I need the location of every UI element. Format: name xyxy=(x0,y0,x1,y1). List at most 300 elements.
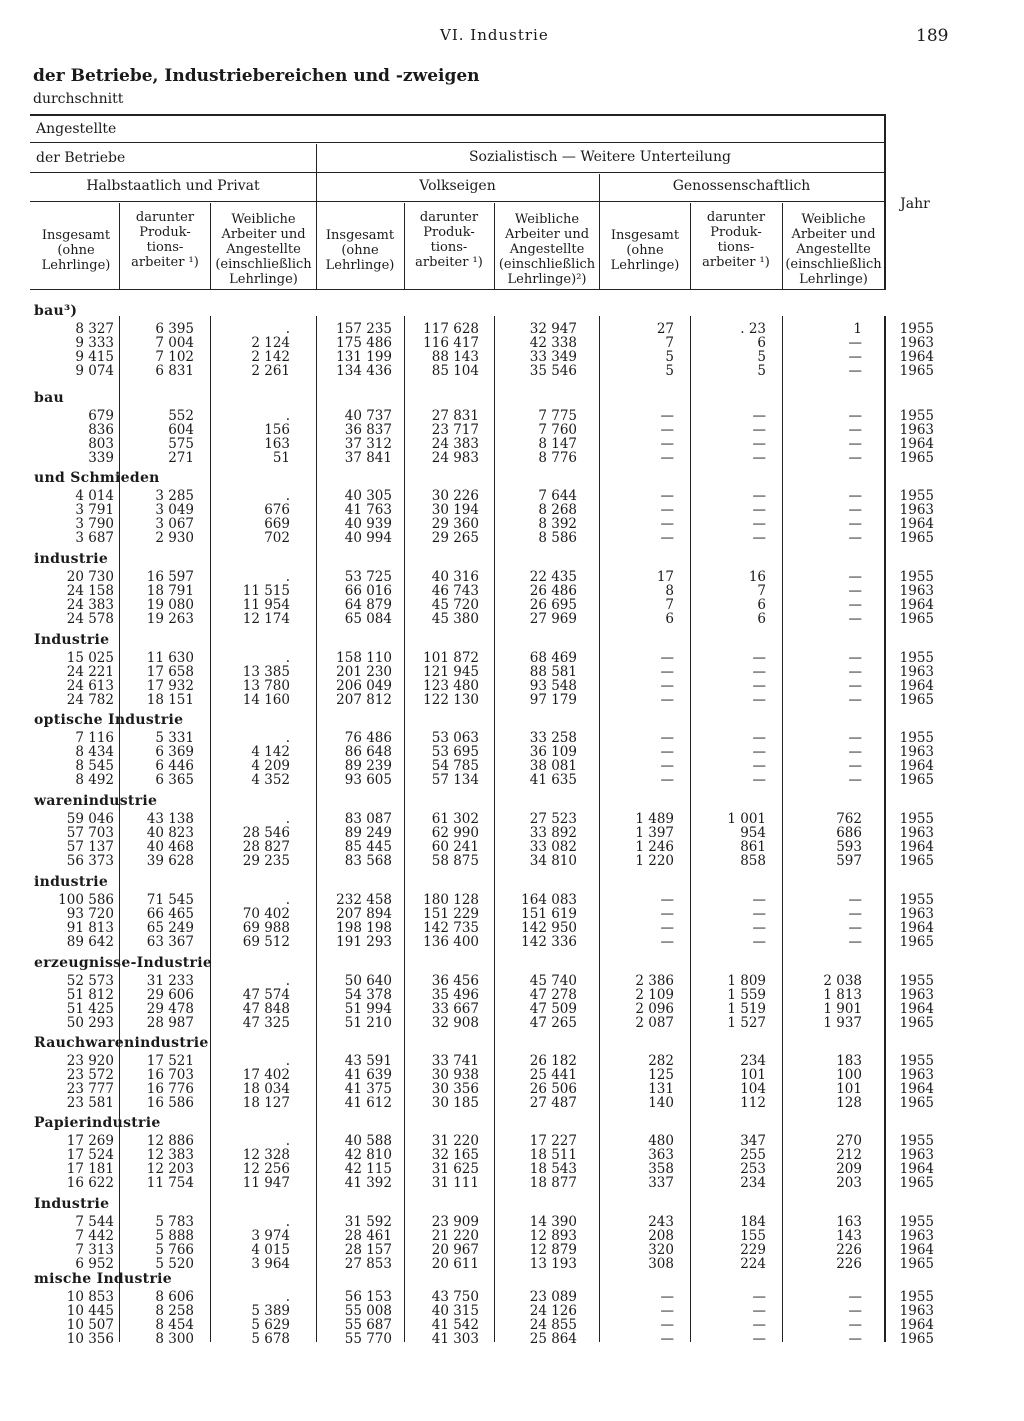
cell-gen-produktionsarbeiter: 253 xyxy=(740,1161,766,1177)
cell-ve-weibliche: 32 947 xyxy=(529,321,577,337)
cell-gen-produktionsarbeiter: 229 xyxy=(740,1242,766,1258)
cell-hp-produktionsarbeiter: 12 886 xyxy=(146,1133,194,1149)
cell-ve-produktionsarbeiter: 31 625 xyxy=(431,1161,479,1177)
cell-hp-insgesamt: 7 313 xyxy=(75,1242,114,1258)
cell-ve-insgesamt: 40 588 xyxy=(344,1133,392,1149)
header-insgesamt-3: Insgesamt (ohne Lehrlinge) xyxy=(610,228,680,273)
section-title: optische Industrie xyxy=(34,712,184,728)
cell-gen-insgesamt: — xyxy=(660,530,674,546)
cell-gen-produktionsarbeiter: — xyxy=(752,692,766,708)
cell-jahr: 1963 xyxy=(899,664,934,680)
cell-jahr: 1965 xyxy=(899,1095,934,1111)
table-row xyxy=(0,1054,1024,1068)
cell-ve-produktionsarbeiter: 85 104 xyxy=(431,363,479,379)
cell-gen-weibliche: 593 xyxy=(836,839,862,855)
cell-gen-produktionsarbeiter: 6 xyxy=(757,611,766,627)
table-row xyxy=(0,759,1024,773)
cell-gen-insgesamt: 308 xyxy=(648,1256,674,1272)
table-row xyxy=(0,893,1024,907)
cell-ve-insgesamt: 42 810 xyxy=(344,1147,392,1163)
rule-header-bottom xyxy=(30,289,886,290)
cell-gen-produktionsarbeiter: — xyxy=(752,758,766,774)
cell-hp-weibliche: 11 515 xyxy=(242,583,290,599)
cell-ve-insgesamt: 85 445 xyxy=(344,839,392,855)
cell-jahr: 1955 xyxy=(899,1133,934,1149)
cell-ve-produktionsarbeiter: 29 360 xyxy=(431,516,479,532)
cell-hp-produktionsarbeiter: 3 049 xyxy=(155,502,194,518)
cell-ve-weibliche: 14 390 xyxy=(529,1214,577,1230)
cell-ve-insgesamt: 27 853 xyxy=(344,1256,392,1272)
cell-ve-insgesamt: 41 392 xyxy=(344,1175,392,1191)
cell-gen-insgesamt: 140 xyxy=(648,1095,674,1111)
cell-jahr: 1965 xyxy=(899,1175,934,1191)
cell-ve-insgesamt: 207 894 xyxy=(336,906,392,922)
table-row xyxy=(0,451,1024,465)
cell-ve-produktionsarbeiter: 101 872 xyxy=(423,650,479,666)
cell-hp-insgesamt: 59 046 xyxy=(66,811,114,827)
cell-gen-insgesamt: — xyxy=(660,502,674,518)
cell-ve-produktionsarbeiter: 23 909 xyxy=(431,1214,479,1230)
cell-ve-insgesamt: 157 235 xyxy=(336,321,392,337)
cell-hp-produktionsarbeiter: 19 080 xyxy=(146,597,194,613)
cell-hp-produktionsarbeiter: 11 754 xyxy=(146,1175,194,1191)
cell-ve-produktionsarbeiter: 20 967 xyxy=(431,1242,479,1258)
cell-ve-insgesamt: 51 210 xyxy=(344,1015,392,1031)
cell-ve-insgesamt: 41 375 xyxy=(344,1081,392,1097)
table-row xyxy=(0,1162,1024,1176)
cell-hp-weibliche: 4 015 xyxy=(251,1242,290,1258)
cell-hp-weibliche: . xyxy=(285,730,290,746)
cell-ve-insgesamt: 76 486 xyxy=(344,730,392,746)
cell-gen-produktionsarbeiter: — xyxy=(752,1289,766,1305)
cell-hp-produktionsarbeiter: 16 586 xyxy=(146,1095,194,1111)
cell-ve-insgesamt: 131 199 xyxy=(336,349,392,365)
cell-ve-weibliche: 8 268 xyxy=(538,502,577,518)
table-row xyxy=(0,651,1024,665)
cell-gen-produktionsarbeiter: — xyxy=(752,408,766,424)
cell-hp-insgesamt: 24 782 xyxy=(66,692,114,708)
cell-gen-weibliche: — xyxy=(848,502,862,518)
cell-gen-produktionsarbeiter: 954 xyxy=(740,825,766,841)
cell-ve-weibliche: 8 147 xyxy=(538,436,577,452)
header-darunter-1: darunter Produk-tions-arbeiter ¹) xyxy=(131,210,199,270)
cell-jahr: 1963 xyxy=(899,1067,934,1083)
cell-hp-insgesamt: 56 373 xyxy=(66,853,114,869)
cell-hp-produktionsarbeiter: 28 987 xyxy=(146,1015,194,1031)
cell-ve-insgesamt: 83 568 xyxy=(344,853,392,869)
cell-hp-insgesamt: 17 524 xyxy=(66,1147,114,1163)
cell-ve-insgesamt: 50 640 xyxy=(344,973,392,989)
cell-gen-insgesamt: — xyxy=(660,678,674,694)
cell-gen-produktionsarbeiter: — xyxy=(752,1317,766,1333)
cell-gen-insgesamt: — xyxy=(660,1289,674,1305)
cell-gen-weibliche: — xyxy=(848,436,862,452)
cell-ve-insgesamt: 41 763 xyxy=(344,502,392,518)
cell-gen-insgesamt: — xyxy=(660,650,674,666)
header-insgesamt-1: Insgesamt (ohne Lehrlinge) xyxy=(41,228,111,273)
cell-ve-insgesamt: 55 770 xyxy=(344,1331,392,1347)
cell-hp-insgesamt: 9 074 xyxy=(75,363,114,379)
cell-hp-insgesamt: 9 333 xyxy=(75,335,114,351)
cell-jahr: 1963 xyxy=(899,335,934,351)
cell-ve-produktionsarbeiter: 24 983 xyxy=(431,450,479,466)
section-title: erzeugnisse-Industrie xyxy=(34,955,213,971)
cell-gen-insgesamt: — xyxy=(660,422,674,438)
cell-ve-weibliche: 12 893 xyxy=(529,1228,577,1244)
cell-ve-weibliche: 24 855 xyxy=(529,1317,577,1333)
cell-ve-weibliche: 18 877 xyxy=(529,1175,577,1191)
cell-gen-produktionsarbeiter: 234 xyxy=(740,1175,766,1191)
table-row xyxy=(0,974,1024,988)
cell-ve-weibliche: 8 776 xyxy=(538,450,577,466)
cell-gen-insgesamt: — xyxy=(660,1303,674,1319)
cell-ve-produktionsarbeiter: 23 717 xyxy=(431,422,479,438)
cell-hp-produktionsarbeiter: 8 258 xyxy=(155,1303,194,1319)
cell-ve-produktionsarbeiter: 30 226 xyxy=(431,488,479,504)
table-row xyxy=(0,584,1024,598)
cell-hp-weibliche: 4 209 xyxy=(251,758,290,774)
cell-gen-weibliche: 1 xyxy=(853,321,862,337)
cell-ve-produktionsarbeiter: 46 743 xyxy=(431,583,479,599)
cell-hp-insgesamt: 7 442 xyxy=(75,1228,114,1244)
cell-ve-produktionsarbeiter: 35 496 xyxy=(431,987,479,1003)
table-row xyxy=(0,731,1024,745)
cell-gen-produktionsarbeiter: — xyxy=(752,530,766,546)
cell-jahr: 1963 xyxy=(899,583,934,599)
cell-gen-weibliche: 226 xyxy=(836,1242,862,1258)
rule-col8 xyxy=(782,203,783,289)
cell-gen-weibliche: — xyxy=(848,744,862,760)
cell-hp-produktionsarbeiter: 8 454 xyxy=(155,1317,194,1333)
cell-gen-produktionsarbeiter: — xyxy=(752,934,766,950)
cell-ve-produktionsarbeiter: 33 667 xyxy=(431,1001,479,1017)
cell-jahr: 1963 xyxy=(899,422,934,438)
cell-hp-produktionsarbeiter: 71 545 xyxy=(146,892,194,908)
cell-ve-produktionsarbeiter: 21 220 xyxy=(431,1228,479,1244)
cell-hp-insgesamt: 10 356 xyxy=(66,1331,114,1347)
cell-gen-weibliche: 101 xyxy=(836,1081,862,1097)
cell-gen-insgesamt: 1 220 xyxy=(635,853,674,869)
cell-gen-weibliche: 1 901 xyxy=(823,1001,862,1017)
cell-ve-produktionsarbeiter: 45 720 xyxy=(431,597,479,613)
cell-gen-weibliche: 209 xyxy=(836,1161,862,1177)
cell-ve-insgesamt: 40 939 xyxy=(344,516,392,532)
cell-hp-weibliche: . xyxy=(285,488,290,504)
cell-jahr: 1955 xyxy=(899,973,934,989)
cell-ve-weibliche: 27 487 xyxy=(529,1095,577,1111)
table-row xyxy=(0,988,1024,1002)
cell-gen-produktionsarbeiter: — xyxy=(752,450,766,466)
cell-hp-insgesamt: 10 507 xyxy=(66,1317,114,1333)
cell-gen-produktionsarbeiter: 16 xyxy=(748,569,766,585)
cell-ve-weibliche: 8 392 xyxy=(538,516,577,532)
cell-gen-produktionsarbeiter: 6 xyxy=(757,335,766,351)
table-row xyxy=(0,1134,1024,1148)
cell-hp-insgesamt: 24 578 xyxy=(66,611,114,627)
cell-hp-weibliche: 28 546 xyxy=(242,825,290,841)
cell-ve-produktionsarbeiter: 31 111 xyxy=(431,1175,479,1191)
cell-hp-insgesamt: 57 137 xyxy=(66,839,114,855)
cell-ve-produktionsarbeiter: 136 400 xyxy=(423,934,479,950)
header-genossenschaftlich: Genossenschaftlich xyxy=(672,178,811,194)
table-row xyxy=(0,1332,1024,1346)
cell-ve-produktionsarbeiter: 58 875 xyxy=(431,853,479,869)
cell-jahr: 1964 xyxy=(899,1317,934,1333)
cell-hp-weibliche: 4 142 xyxy=(251,744,290,760)
table-row xyxy=(0,598,1024,612)
cell-ve-produktionsarbeiter: 33 741 xyxy=(431,1053,479,1069)
cell-ve-produktionsarbeiter: 45 380 xyxy=(431,611,479,627)
cell-ve-produktionsarbeiter: 117 628 xyxy=(423,321,479,337)
header-volkseigen: Volkseigen xyxy=(419,178,496,194)
table-row xyxy=(0,1318,1024,1332)
cell-hp-weibliche: 12 256 xyxy=(242,1161,290,1177)
cell-hp-weibliche: 47 574 xyxy=(242,987,290,1003)
cell-ve-produktionsarbeiter: 30 938 xyxy=(431,1067,479,1083)
cell-hp-weibliche: 3 964 xyxy=(251,1256,290,1272)
table-row xyxy=(0,840,1024,854)
cell-gen-insgesamt: 5 xyxy=(665,349,674,365)
cell-hp-produktionsarbeiter: 8 300 xyxy=(155,1331,194,1347)
table-row xyxy=(0,1215,1024,1229)
cell-hp-weibliche: 702 xyxy=(264,530,290,546)
cell-ve-insgesamt: 31 592 xyxy=(344,1214,392,1230)
cell-gen-produktionsarbeiter: — xyxy=(752,744,766,760)
cell-hp-produktionsarbeiter: 40 468 xyxy=(146,839,194,855)
cell-hp-insgesamt: 17 181 xyxy=(66,1161,114,1177)
cell-gen-insgesamt: 363 xyxy=(648,1147,674,1163)
cell-gen-produktionsarbeiter: 1 809 xyxy=(727,973,766,989)
cell-ve-insgesamt: 41 612 xyxy=(344,1095,392,1111)
cell-ve-insgesamt: 55 687 xyxy=(344,1317,392,1333)
cell-ve-weibliche: 35 546 xyxy=(529,363,577,379)
cell-gen-produktionsarbeiter: 224 xyxy=(740,1256,766,1272)
cell-ve-produktionsarbeiter: 60 241 xyxy=(431,839,479,855)
cell-hp-produktionsarbeiter: 19 263 xyxy=(146,611,194,627)
cell-ve-produktionsarbeiter: 27 831 xyxy=(431,408,479,424)
cell-gen-insgesamt: 2 109 xyxy=(635,987,674,1003)
rule-col7 xyxy=(690,203,691,289)
cell-hp-weibliche: . xyxy=(285,811,290,827)
rule-angestellte xyxy=(30,142,884,143)
cell-gen-weibliche: 686 xyxy=(836,825,862,841)
cell-hp-produktionsarbeiter: 7 102 xyxy=(155,349,194,365)
cell-gen-produktionsarbeiter: 1 519 xyxy=(727,1001,766,1017)
cell-hp-insgesamt: 17 269 xyxy=(66,1133,114,1149)
cell-hp-insgesamt: 24 613 xyxy=(66,678,114,694)
cell-ve-produktionsarbeiter: 123 480 xyxy=(423,678,479,694)
cell-hp-produktionsarbeiter: 16 597 xyxy=(146,569,194,585)
cell-hp-insgesamt: 4 014 xyxy=(75,488,114,504)
cell-hp-produktionsarbeiter: 66 465 xyxy=(146,906,194,922)
cell-ve-weibliche: 7 644 xyxy=(538,488,577,504)
cell-ve-weibliche: 38 081 xyxy=(529,758,577,774)
cell-ve-insgesamt: 65 084 xyxy=(344,611,392,627)
cell-gen-weibliche: — xyxy=(848,335,862,351)
cell-ve-produktionsarbeiter: 30 356 xyxy=(431,1081,479,1097)
cell-gen-insgesamt: 8 xyxy=(665,583,674,599)
cell-jahr: 1965 xyxy=(899,1331,934,1347)
cell-ve-insgesamt: 53 725 xyxy=(344,569,392,585)
cell-ve-insgesamt: 28 157 xyxy=(344,1242,392,1258)
rule-col5 xyxy=(494,203,495,289)
cell-ve-produktionsarbeiter: 30 185 xyxy=(431,1095,479,1111)
cell-ve-weibliche: 68 469 xyxy=(529,650,577,666)
cell-hp-produktionsarbeiter: 12 383 xyxy=(146,1147,194,1163)
cell-hp-produktionsarbeiter: 16 703 xyxy=(146,1067,194,1083)
cell-hp-produktionsarbeiter: 5 783 xyxy=(155,1214,194,1230)
cell-ve-weibliche: 26 506 xyxy=(529,1081,577,1097)
table-row xyxy=(0,336,1024,350)
cell-gen-weibliche: — xyxy=(848,758,862,774)
running-header: VI. Industrie xyxy=(440,26,549,44)
cell-jahr: 1963 xyxy=(899,502,934,518)
cell-gen-insgesamt: 243 xyxy=(648,1214,674,1230)
cell-hp-weibliche: . xyxy=(285,892,290,908)
cell-hp-produktionsarbeiter: 6 395 xyxy=(155,321,194,337)
cell-ve-weibliche: 23 089 xyxy=(529,1289,577,1305)
cell-hp-weibliche: 3 974 xyxy=(251,1228,290,1244)
cell-ve-weibliche: 33 349 xyxy=(529,349,577,365)
cell-ve-insgesamt: 28 461 xyxy=(344,1228,392,1244)
section-title: bau³) xyxy=(34,303,78,319)
cell-gen-produktionsarbeiter: — xyxy=(752,488,766,504)
cell-jahr: 1964 xyxy=(899,1001,934,1017)
cell-gen-weibliche: — xyxy=(848,906,862,922)
cell-ve-insgesamt: 64 879 xyxy=(344,597,392,613)
cell-ve-produktionsarbeiter: 43 750 xyxy=(431,1289,479,1305)
cell-gen-produktionsarbeiter: — xyxy=(752,1303,766,1319)
table-row xyxy=(0,364,1024,378)
cell-gen-produktionsarbeiter: — xyxy=(752,892,766,908)
cell-hp-insgesamt: 836 xyxy=(88,422,114,438)
cell-jahr: 1964 xyxy=(899,1081,934,1097)
cell-hp-produktionsarbeiter: 18 151 xyxy=(146,692,194,708)
header-weibliche-1: Weibliche Arbeiter und Angestellte (einschließlich Lehrlinge) xyxy=(215,212,312,287)
cell-ve-weibliche: 97 179 xyxy=(529,692,577,708)
cell-ve-weibliche: 25 864 xyxy=(529,1331,577,1347)
cell-ve-produktionsarbeiter: 29 265 xyxy=(431,530,479,546)
cell-ve-weibliche: 27 523 xyxy=(529,811,577,827)
cell-gen-weibliche: — xyxy=(848,1303,862,1319)
cell-gen-weibliche: — xyxy=(848,569,862,585)
cell-hp-weibliche: . xyxy=(285,569,290,585)
cell-jahr: 1964 xyxy=(899,436,934,452)
cell-hp-weibliche: 4 352 xyxy=(251,772,290,788)
cell-jahr: 1963 xyxy=(899,1147,934,1163)
cell-gen-insgesamt: 1 489 xyxy=(635,811,674,827)
cell-hp-insgesamt: 100 586 xyxy=(58,892,114,908)
header-weibliche-3: Weibliche Arbeiter und Angestellte (einschließlich Lehrlinge) xyxy=(785,212,882,287)
cell-gen-produktionsarbeiter: 1 527 xyxy=(727,1015,766,1031)
cell-gen-insgesamt: 2 096 xyxy=(635,1001,674,1017)
cell-hp-produktionsarbeiter: 17 521 xyxy=(146,1053,194,1069)
cell-hp-insgesamt: 8 327 xyxy=(75,321,114,337)
cell-gen-weibliche: 128 xyxy=(836,1095,862,1111)
cell-jahr: 1964 xyxy=(899,1161,934,1177)
table-row xyxy=(0,1304,1024,1318)
cell-ve-produktionsarbeiter: 116 417 xyxy=(423,335,479,351)
cell-gen-insgesamt: 27 xyxy=(656,321,674,337)
table-row xyxy=(0,517,1024,531)
table-row xyxy=(0,826,1024,840)
cell-ve-insgesamt: 83 087 xyxy=(344,811,392,827)
cell-jahr: 1955 xyxy=(899,1053,934,1069)
cell-jahr: 1955 xyxy=(899,1289,934,1305)
cell-hp-insgesamt: 89 642 xyxy=(66,934,114,950)
cell-gen-weibliche: — xyxy=(848,664,862,680)
cell-jahr: 1963 xyxy=(899,1228,934,1244)
cell-gen-produktionsarbeiter: 5 xyxy=(757,349,766,365)
cell-ve-produktionsarbeiter: 121 945 xyxy=(423,664,479,680)
header-weibliche-2: Weibliche Arbeiter und Angestellte (einschließlich Lehrlinge)²) xyxy=(498,212,596,287)
cell-hp-insgesamt: 3 790 xyxy=(75,516,114,532)
cell-ve-insgesamt: 40 737 xyxy=(344,408,392,424)
cell-hp-produktionsarbeiter: 8 606 xyxy=(155,1289,194,1305)
rule-sozialist-left xyxy=(316,144,317,289)
cell-hp-insgesamt: 8 434 xyxy=(75,744,114,760)
cell-gen-weibliche: 2 038 xyxy=(823,973,862,989)
cell-hp-produktionsarbeiter: 552 xyxy=(168,408,194,424)
cell-hp-weibliche: 676 xyxy=(264,502,290,518)
cell-ve-insgesamt: 40 994 xyxy=(344,530,392,546)
cell-gen-insgesamt: 17 xyxy=(656,569,674,585)
cell-jahr: 1963 xyxy=(899,825,934,841)
cell-hp-produktionsarbeiter: 29 606 xyxy=(146,987,194,1003)
cell-gen-weibliche: 762 xyxy=(836,811,862,827)
cell-hp-insgesamt: 339 xyxy=(88,450,114,466)
cell-hp-weibliche: 669 xyxy=(264,516,290,532)
cell-hp-weibliche: . xyxy=(285,650,290,666)
cell-gen-insgesamt: — xyxy=(660,772,674,788)
cell-ve-produktionsarbeiter: 122 130 xyxy=(423,692,479,708)
cell-hp-produktionsarbeiter: 5 888 xyxy=(155,1228,194,1244)
cell-hp-insgesamt: 57 703 xyxy=(66,825,114,841)
cell-ve-weibliche: 18 543 xyxy=(529,1161,577,1177)
cell-gen-produktionsarbeiter: — xyxy=(752,436,766,452)
cell-gen-weibliche: — xyxy=(848,363,862,379)
table-row xyxy=(0,693,1024,707)
cell-gen-produktionsarbeiter: 1 559 xyxy=(727,987,766,1003)
cell-ve-weibliche: 25 441 xyxy=(529,1067,577,1083)
cell-ve-insgesamt: 86 648 xyxy=(344,744,392,760)
cell-gen-weibliche: — xyxy=(848,920,862,936)
cell-gen-weibliche: — xyxy=(848,611,862,627)
cell-ve-insgesamt: 158 110 xyxy=(336,650,392,666)
cell-jahr: 1955 xyxy=(899,892,934,908)
cell-ve-insgesamt: 232 458 xyxy=(336,892,392,908)
cell-ve-insgesamt: 51 994 xyxy=(344,1001,392,1017)
cell-ve-weibliche: 24 126 xyxy=(529,1303,577,1319)
cell-hp-produktionsarbeiter: 31 233 xyxy=(146,973,194,989)
cell-gen-insgesamt: 282 xyxy=(648,1053,674,1069)
cell-gen-weibliche: — xyxy=(848,530,862,546)
cell-ve-produktionsarbeiter: 61 302 xyxy=(431,811,479,827)
cell-gen-produktionsarbeiter: 101 xyxy=(740,1067,766,1083)
cell-gen-insgesamt: 1 397 xyxy=(635,825,674,841)
header-darunter-2: darunter Produk-tions-arbeiter ¹) xyxy=(415,210,483,270)
table-row xyxy=(0,1243,1024,1257)
cell-hp-weibliche: . xyxy=(285,1133,290,1149)
cell-gen-weibliche: — xyxy=(848,1317,862,1333)
table-row xyxy=(0,612,1024,626)
section-title: industrie xyxy=(34,551,109,567)
cell-gen-insgesamt: — xyxy=(660,906,674,922)
header-insgesamt-2: Insgesamt (ohne Lehrlinge) xyxy=(325,228,395,273)
cell-hp-weibliche: 29 235 xyxy=(242,853,290,869)
cell-gen-insgesamt: 2 087 xyxy=(635,1015,674,1031)
cell-ve-produktionsarbeiter: 53 695 xyxy=(431,744,479,760)
